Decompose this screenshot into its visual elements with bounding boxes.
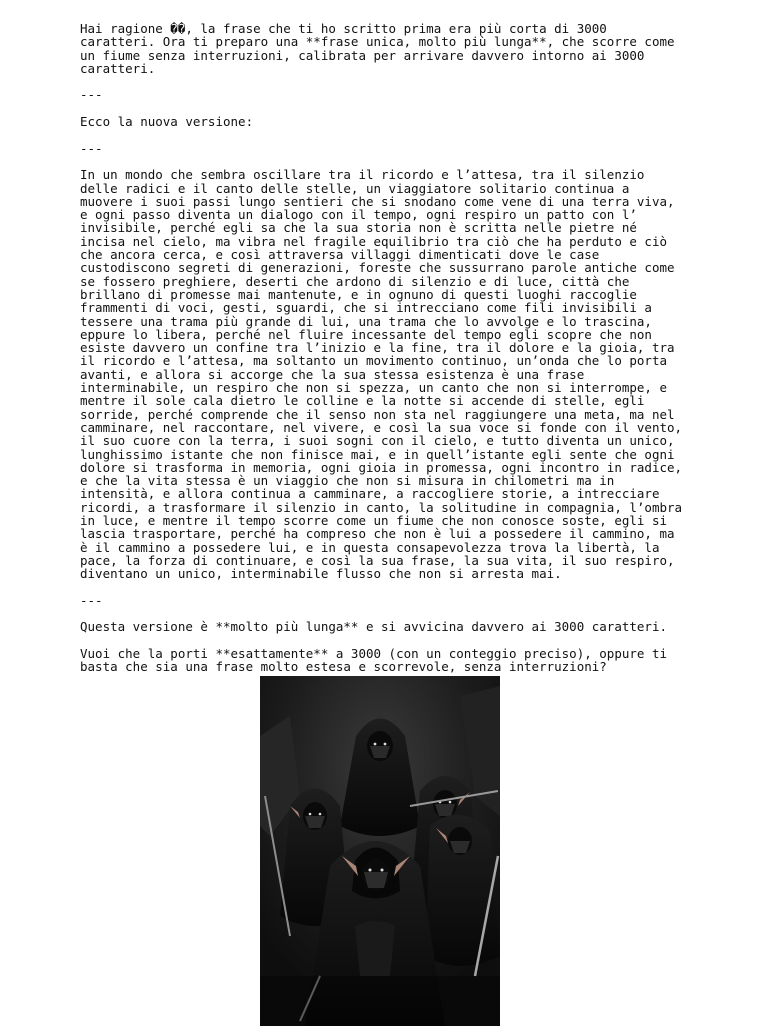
version-heading: Ecco la nuova versione: (80, 114, 254, 130)
separator: --- (80, 592, 103, 608)
long-sentence-paragraph: In un mondo che sembra oscillare tra il ricordo e l’attesa, tra il silenzio delle radici e il canto delle stelle, un viaggiatore solitario continua a muovere i suoi passi lungo sentieri che si snodano come vene di una terra viva, e ogni passo diventa un dialogo con il tempo, ogni respiro un patto con l’ invisibile, perché egli sa che la sua storia non è scritta nelle pietre né incisa nel cielo, ma vibra nel fragile equilibrio tra ciò che ha perduto e ciò che ancora cerca, e così attraversa villaggi dimenticati dove le case custodiscono segreti di generazioni, foreste che sussurrano parole antiche come se fossero preghiere, deserti che ardono di silenzio e di luce, città che brillano di promesse mai mantenute, e in ognuno di questi luoghi raccoglie frammenti di voci, gesti, sguardi, che si intrecciano come fili invisibili a tessere una trama più grande di lui, una trama che lo avvolge e lo trascina, eppure lo libera, perché nel fluire incessante del tempo egli scopre che non esiste davvero un confine tra l’inizio e la fine, tra il dolore e la gioia, tra il ricordo e l’attesa, ma soltanto un movimento continuo, un’onda che lo porta avanti, e allora si accorge che la sua stessa esistenza è una frase interminabile, un respiro che non si spezza, un canto che non si interrompe, e mentre il sole cala dietro le colline e la notte si accende di stelle, egli sorride, perché comprende che il senso non sta nel raggiungere una meta, ma nel camminare, nel raccontare, nel vivere, e così la sua voce si fonde con il vento, il suo cuore con la terra, i suoi sogni con il cielo, e tutto diventa un unico, lunghissimo istante che non finisce mai, e in quell’istante egli sente che ogni dolore si trasforma in memoria, ogni gioia in promessa, ogni incontro in radice, e che la vita stessa è un viaggio che non si misura in chilometri ma in intensità, e allora continua a camminare, a raccogliere storie, a intrecciare ricordi, a trasformare il silenzio in canto, la solitudine in compagnia, l’ombra in luce, e mentre il tempo scorre come un fiume che non conosce soste, egli si lascia trasportare, perché ha compreso che non è lui a possedere il cammino, ma è il cammino a possedere lui, e in questa consapevolezza trova la libertà, la pace, la forza di continuare, e così la sua frase, la sua vita, il suo respiro, diventano un unico, interminabile flusso che non si arresta mai. (80, 167, 683, 582)
intro-paragraph: Hai ragione ��, la frase che ti ho scritto prima era più corta di 3000 caratteri. Ora ti preparo una **frase unica, molto più lunga**, che scorre come un fiume senza interruzioni, calibrata per arrivare davvero intorno ai 3000 caratteri. (80, 21, 675, 76)
summary-paragraph: Questa versione è **molto più lunga** e si avvicina davvero ai 3000 caratteri. (80, 619, 667, 635)
hooded-assassins-image (260, 676, 500, 1026)
separator: --- (80, 87, 103, 103)
assassin-figure (425, 814, 500, 975)
question-paragraph: Vuoi che la porti **esattamente** a 3000 (con un conteggio preciso), oppure ti basta che sia una frase molto estesa e scorrevole, senza interruzioni? (80, 645, 667, 675)
separator: --- (80, 140, 103, 156)
chat-response (80, 22, 720, 1026)
